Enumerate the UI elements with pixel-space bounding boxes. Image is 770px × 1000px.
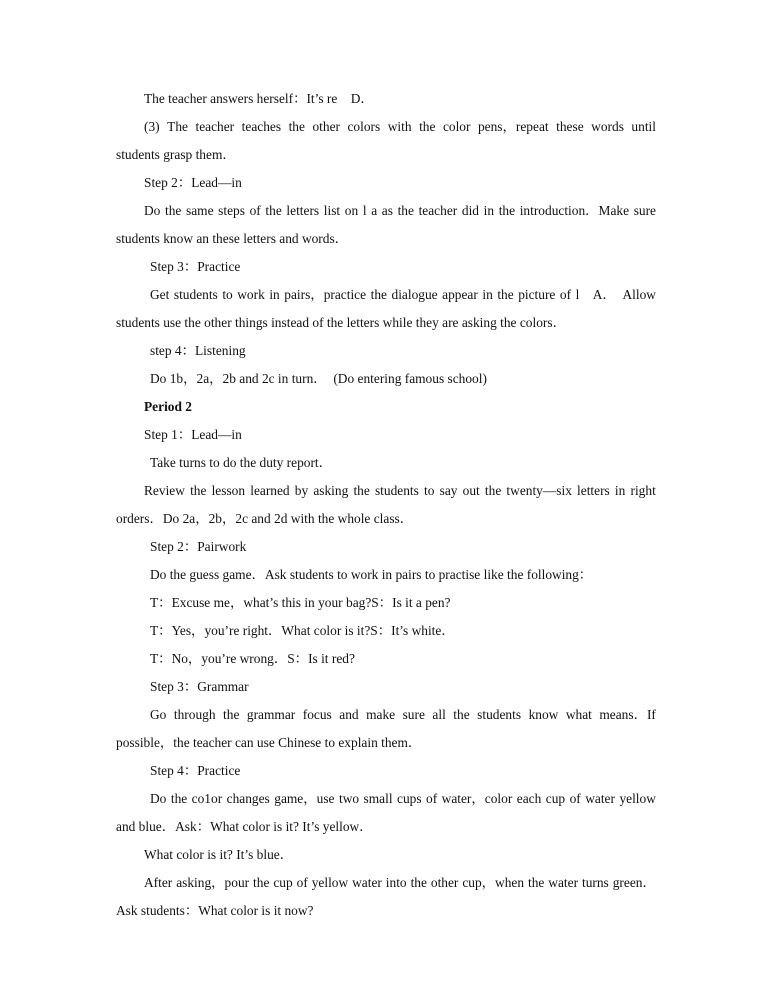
text-line [150, 790, 656, 808]
word: learned [250, 483, 290, 498]
word: lesson [211, 483, 246, 498]
text-line: Take turns to do the duty report． [150, 455, 333, 470]
step-heading: Step 4：Practice [150, 763, 241, 778]
word: of [296, 875, 308, 890]
word: the [190, 483, 207, 498]
word: the [165, 203, 182, 218]
word: grammar [246, 707, 296, 722]
word: in [614, 483, 626, 498]
word: water [585, 791, 615, 806]
word: all [432, 707, 446, 722]
word: cup，when [462, 875, 525, 890]
word: know [528, 707, 559, 722]
word: the [223, 707, 240, 722]
word: as [381, 203, 393, 218]
word: (3) [144, 119, 160, 134]
text-line: and blue．Ask：What color is it? It’s yellow． [116, 819, 373, 834]
text-line [144, 202, 656, 220]
word: by [294, 483, 309, 498]
word: steps [218, 203, 245, 218]
text-line: students know an these letters and words． [116, 231, 349, 246]
word: letters [577, 483, 610, 498]
word: the [288, 119, 305, 134]
word: with [387, 119, 412, 134]
word: what [565, 707, 592, 722]
word: the [528, 875, 545, 890]
word: introduction．Make [519, 203, 630, 218]
text-line [144, 118, 656, 136]
word: to [222, 287, 233, 302]
word: the [265, 203, 282, 218]
word: the [170, 791, 188, 806]
word: of [569, 791, 581, 806]
word: yellow [311, 875, 349, 890]
word: other [430, 875, 459, 890]
text-line [150, 286, 656, 304]
word: focus [302, 707, 332, 722]
word: each [516, 791, 542, 806]
word: of [559, 287, 572, 302]
word: teaches [241, 119, 282, 134]
word: the [484, 483, 502, 498]
period-heading: Period 2 [144, 399, 192, 414]
step-heading: Step 2：Pairwork [150, 539, 247, 554]
word: sure [402, 707, 425, 722]
word: dialogue [391, 287, 438, 302]
word: work [237, 287, 265, 302]
word: turns [581, 875, 609, 890]
word: did [461, 203, 479, 218]
step-heading: Step 3：Practice [150, 259, 241, 274]
word: means．If [599, 707, 656, 722]
word: co1or [191, 791, 223, 806]
word: Do [144, 203, 161, 218]
text-line: Ask students：What color is it now? [116, 903, 314, 918]
word: say [439, 483, 458, 498]
word: other [312, 119, 340, 134]
dialogue-line: T：Excuse me，what’s this in your bag?S：Is it a pen? [150, 595, 451, 610]
word: game，use [274, 791, 335, 806]
text-line: orders．Do 2a，2b，2c and 2d with the whole class． [116, 511, 414, 526]
word: a [371, 203, 378, 218]
word: The [167, 119, 188, 134]
text-line [150, 706, 656, 724]
word: water [352, 875, 382, 890]
word: color [442, 119, 471, 134]
word: water，color [441, 791, 513, 806]
word: words [591, 119, 624, 134]
word: the [453, 707, 470, 722]
word: list [323, 203, 341, 218]
word: in [483, 203, 495, 218]
word: the [410, 875, 427, 890]
word: small [363, 791, 393, 806]
word: students [477, 707, 522, 722]
word: yellow [619, 791, 656, 806]
word: pens，repeat [477, 119, 549, 134]
word: through [173, 707, 216, 722]
word: students [374, 483, 419, 498]
word: twenty—six [506, 483, 572, 498]
word: until [631, 119, 656, 134]
text-line: Do the guess game．Ask students to work in pairs to practise like the following： [150, 567, 593, 582]
word: changes [226, 791, 270, 806]
word: letters [286, 203, 320, 218]
word: of [426, 791, 438, 806]
word: sure [633, 203, 656, 218]
word: teacher [195, 119, 235, 134]
word: Get [150, 287, 170, 302]
text-line: students use the other things instead of the letters while they are asking the colors． [116, 315, 566, 330]
text-line: students grasp them． [116, 147, 236, 162]
word: of [249, 203, 261, 218]
step-heading: step 4：Listening [150, 343, 246, 358]
word: Go [150, 707, 167, 722]
word: to [424, 483, 435, 498]
word: colors [347, 119, 381, 134]
word: asking [313, 483, 349, 498]
word: water [548, 875, 579, 890]
word: the [419, 119, 436, 134]
word: in [269, 287, 280, 302]
text-line: The teacher answers herself：It’s re D． [144, 91, 374, 106]
word: students [173, 287, 218, 302]
word: l [362, 203, 367, 218]
word: the [370, 287, 387, 302]
dialogue-line: T：Yes，you’re right．What color is it?S：It’s white． [150, 623, 455, 638]
word: Do [150, 791, 167, 806]
word: the [253, 875, 270, 890]
word: asking，pour [176, 875, 250, 890]
word: and [339, 707, 359, 722]
word: After [144, 875, 173, 890]
word: make [366, 707, 396, 722]
word: cups [397, 791, 422, 806]
step-heading: Step 3：Grammar [150, 679, 249, 694]
step-heading: Step 1：Lead—in [144, 427, 242, 442]
word: picture [518, 287, 556, 302]
word: green． [612, 875, 656, 890]
word: the [497, 287, 514, 302]
text-line: What color is it? It’s blue． [144, 847, 294, 862]
word: l A． Allow [575, 287, 656, 302]
step-heading: Step 2：Lead—in [144, 175, 242, 190]
word: pairs，practice [284, 287, 367, 302]
word: same [186, 203, 214, 218]
word: appear [442, 287, 478, 302]
word: into [385, 875, 407, 890]
word: teacher [418, 203, 458, 218]
word: cup [545, 791, 566, 806]
text-line: possible，the teacher can use Chinese to explain them． [116, 735, 422, 750]
dialogue-line: T：No，you’re wrong．S：Is it red? [150, 651, 355, 666]
word: Review [144, 483, 185, 498]
word: right [630, 483, 656, 498]
word: cup [273, 875, 293, 890]
word: these [556, 119, 584, 134]
word: out [462, 483, 480, 498]
word: the [498, 203, 516, 218]
word: on [344, 203, 359, 218]
text-line [144, 874, 656, 892]
text-line: Do 1b，2a，2b and 2c in turn． (Do entering famous school) [150, 371, 487, 386]
word: two [338, 791, 360, 806]
word: in [482, 287, 493, 302]
word: the [353, 483, 370, 498]
text-line [144, 482, 656, 500]
word: the [397, 203, 414, 218]
